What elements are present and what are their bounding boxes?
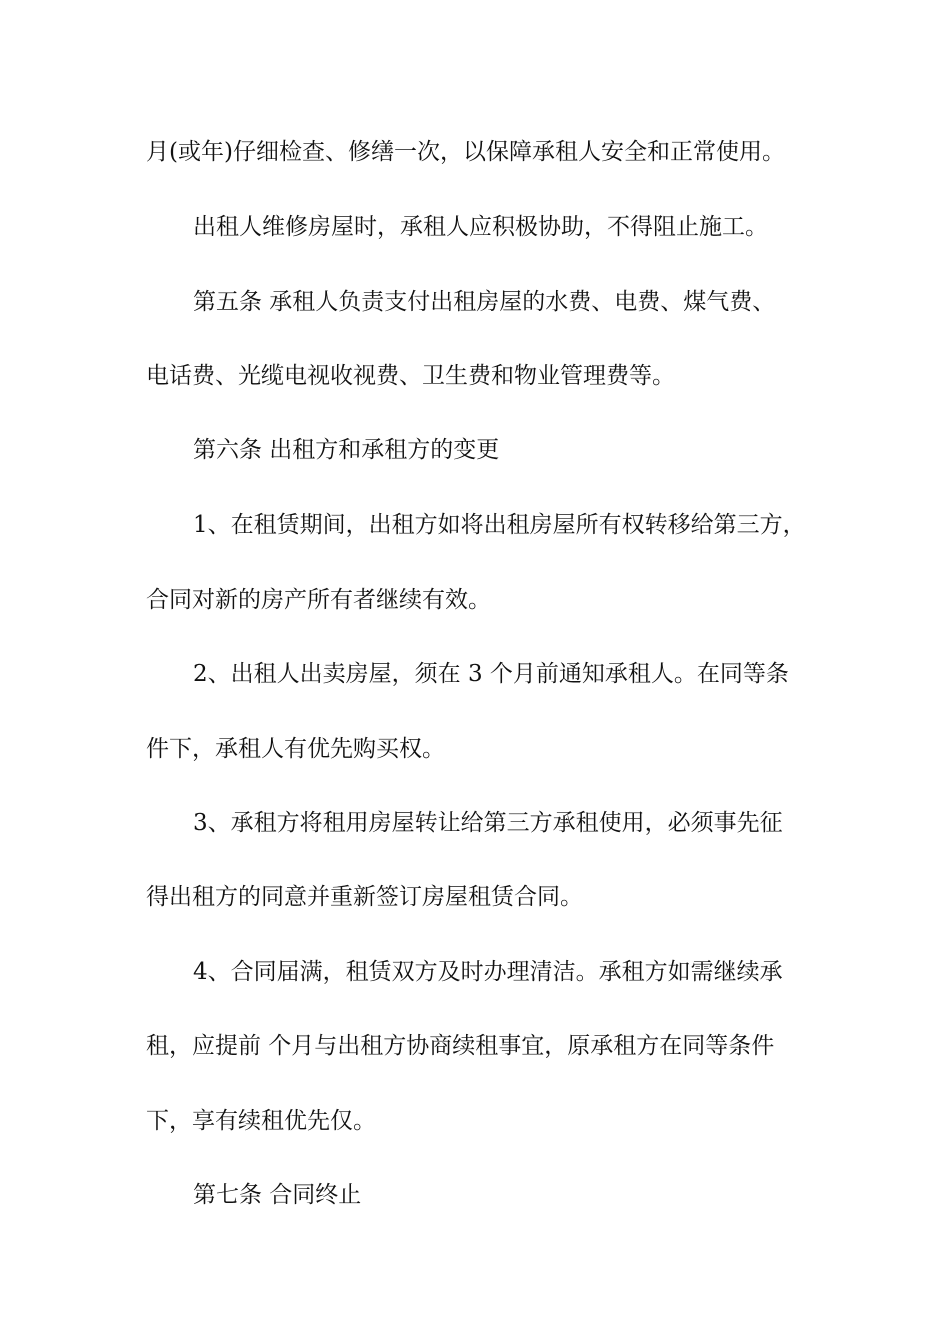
clause-1-line: 1、在租赁期间，出租方如将出租房屋所有权转移给第三方， xyxy=(193,512,806,538)
text-line-1: 月(或年)仔细检查、修缮一次，以保障承租人安全和正常使用。 xyxy=(146,139,785,165)
clause-4-line: 4、合同届满，租赁双方及时办理清洁。承租方如需继续承 xyxy=(193,959,783,985)
clause-2-line: 2、出租人出卖房屋，须在 3 个月前通知承租人。在同等条 xyxy=(193,661,789,687)
article-6-heading: 第六条 出租方和承租方的变更 xyxy=(193,437,500,463)
article-5-heading-line: 第五条 承租人负责支付出租房屋的水费、电费、煤气费、 xyxy=(193,289,776,315)
text-line-11: 得出租方的同意并重新签订房屋租赁合同。 xyxy=(146,884,583,910)
clause-3-line: 3、承租方将租用房屋转让给第三方承租使用，必须事先征 xyxy=(193,810,783,836)
text-line-9: 件下，承租人有优先购买权。 xyxy=(146,736,445,762)
text-line-7: 合同对新的房产所有者继续有效。 xyxy=(146,587,491,613)
text-line-13: 租，应提前 个月与出租方协商续租事宜，原承租方在同等条件 xyxy=(146,1033,775,1059)
text-line-2: 出租人维修房屋时，承租人应积极协助，不得阻止施工。 xyxy=(193,214,768,240)
text-line-14: 下，享有续租优先仅。 xyxy=(146,1108,376,1134)
text-line-4: 电话费、光缆电视收视费、卫生费和物业管理费等。 xyxy=(146,363,675,389)
article-7-heading: 第七条 合同终止 xyxy=(193,1182,362,1208)
